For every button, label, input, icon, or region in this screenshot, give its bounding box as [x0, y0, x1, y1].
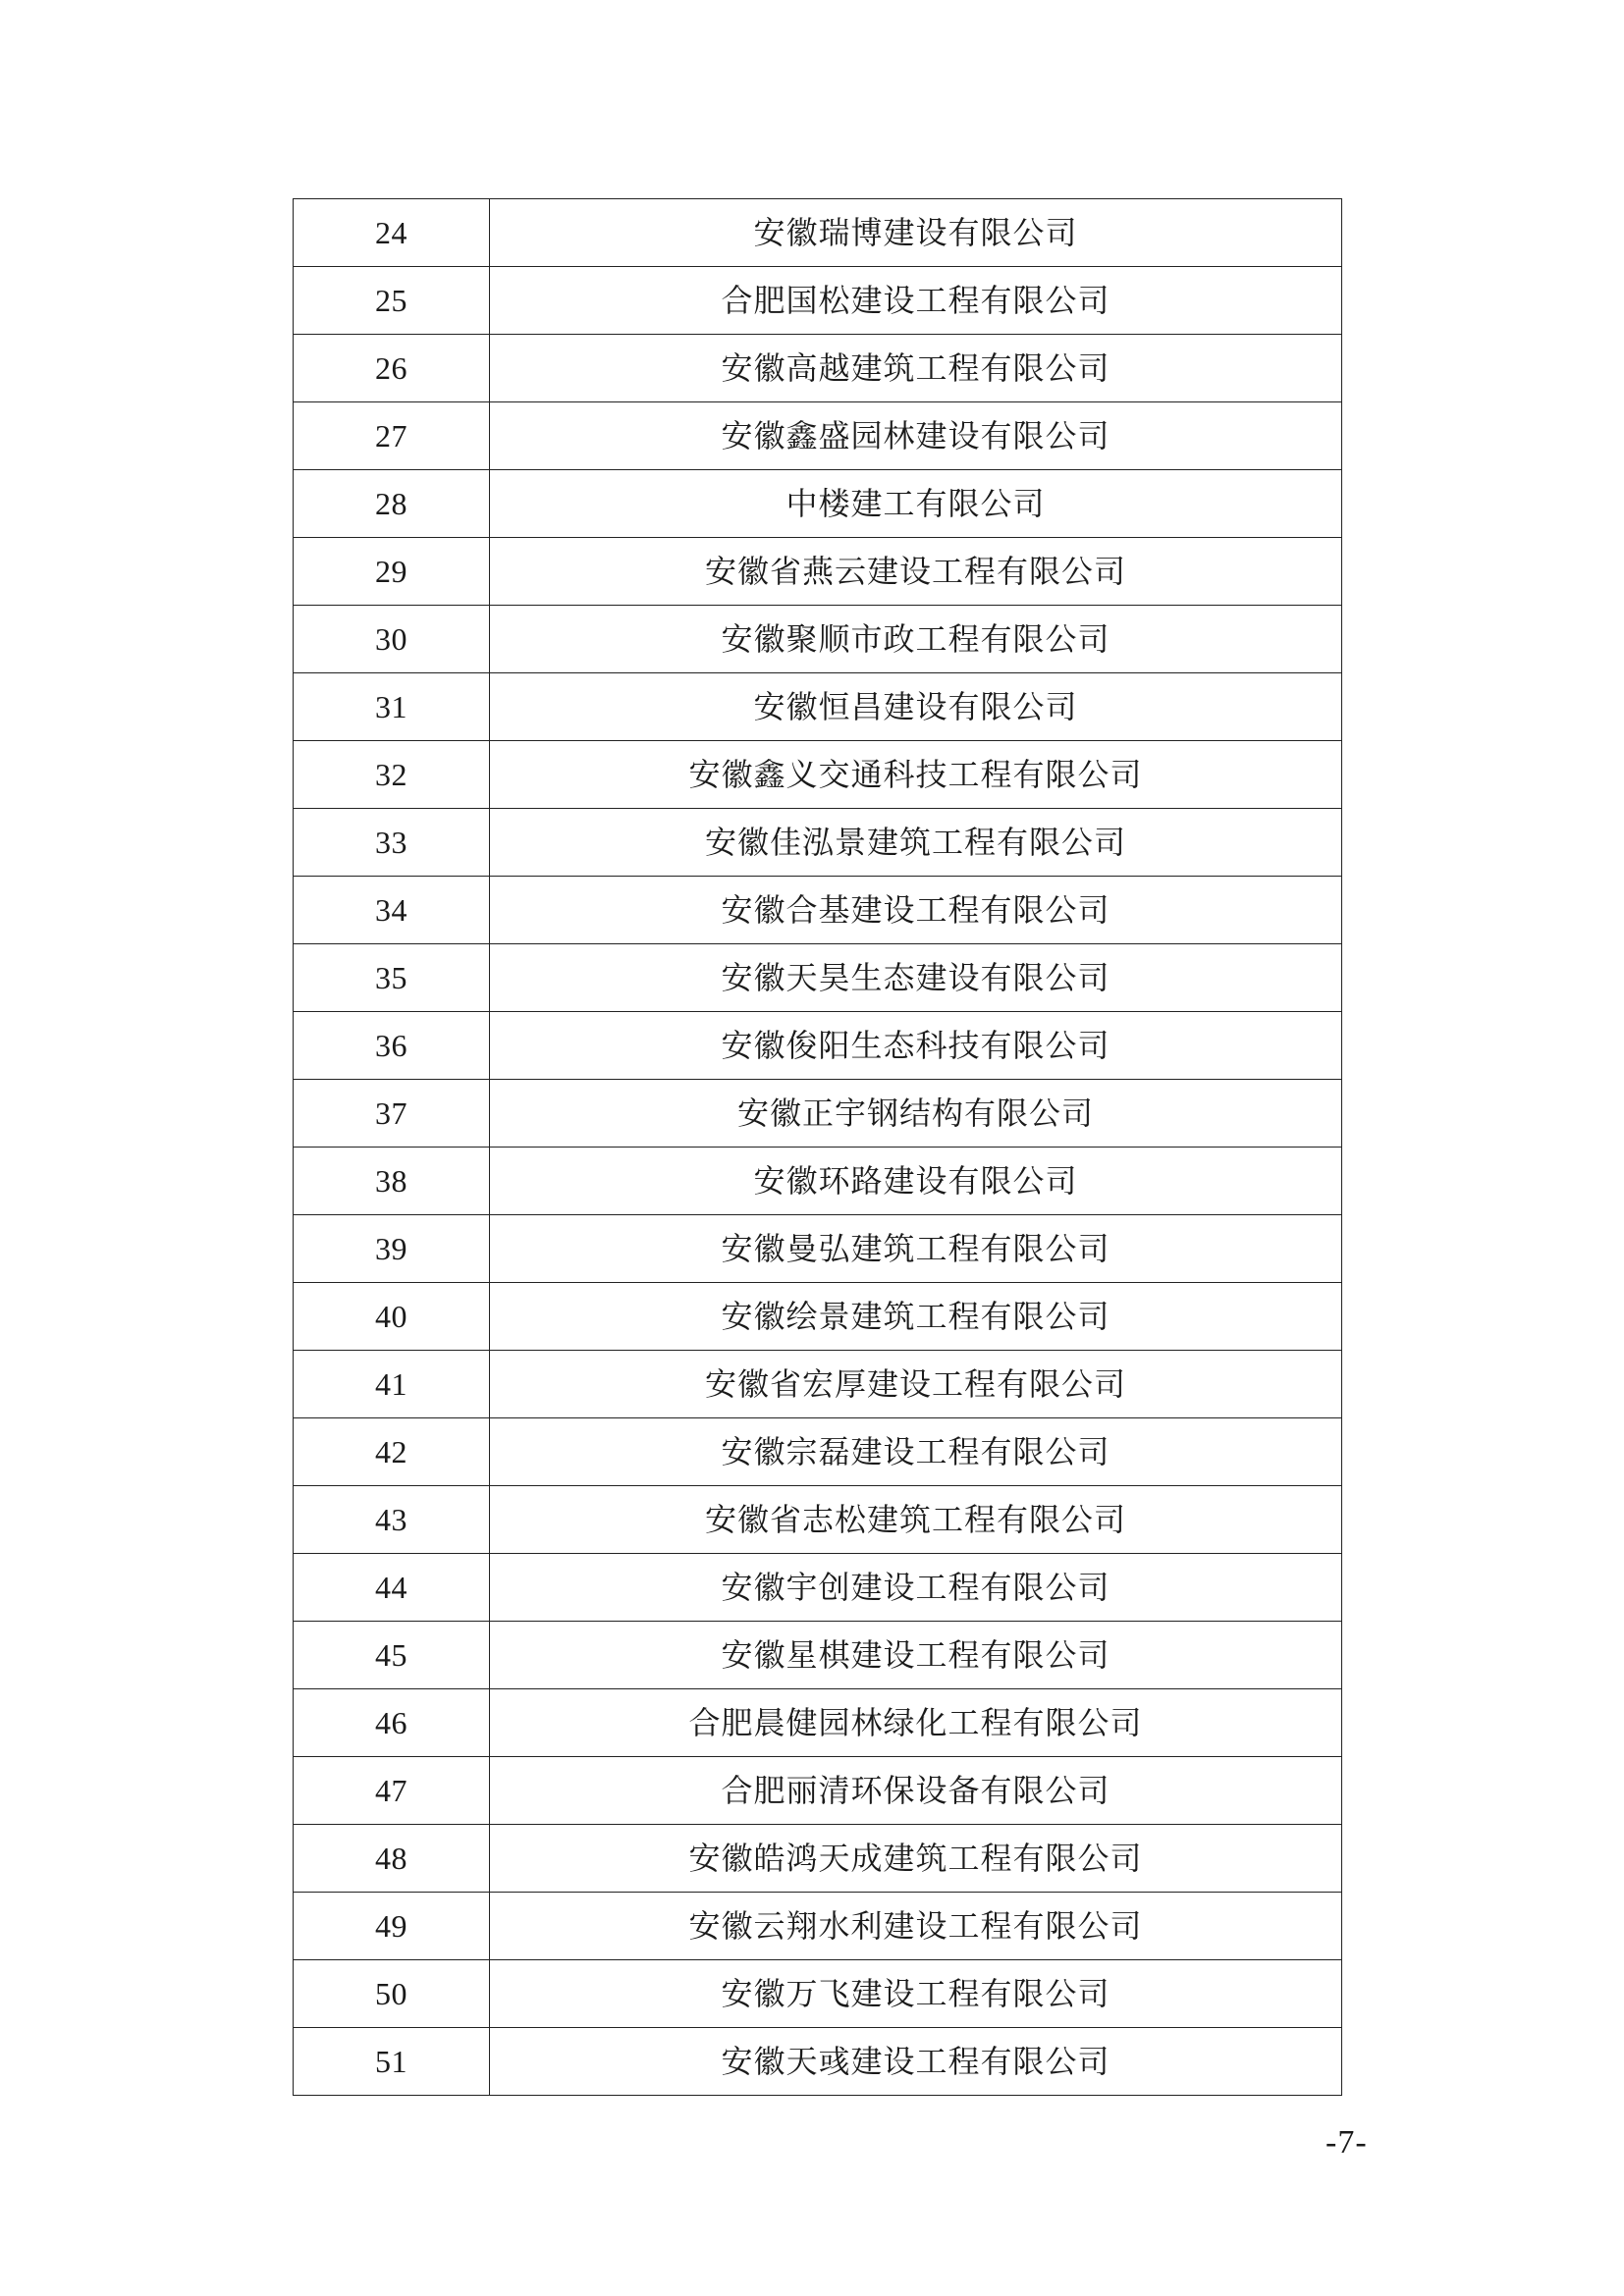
row-number: 39	[294, 1215, 490, 1283]
company-list-table	[293, 198, 1342, 2096]
row-number: 49	[294, 1893, 490, 1960]
company-name: 安徽俊阳生态科技有限公司	[490, 1012, 1342, 1080]
row-number: 36	[294, 1012, 490, 1080]
company-name: 安徽聚顺市政工程有限公司	[490, 606, 1342, 673]
company-name: 安徽宇创建设工程有限公司	[490, 1554, 1342, 1622]
table-row	[294, 199, 1342, 267]
table-row	[294, 470, 1342, 538]
row-number: 38	[294, 1148, 490, 1215]
company-name: 安徽省志松建筑工程有限公司	[490, 1486, 1342, 1554]
table-row	[294, 1080, 1342, 1148]
row-number: 29	[294, 538, 490, 606]
table-row	[294, 267, 1342, 335]
row-number: 28	[294, 470, 490, 538]
table-row	[294, 1960, 1342, 2028]
company-name: 安徽天昊生态建设有限公司	[490, 944, 1342, 1012]
row-number: 33	[294, 809, 490, 877]
table-row	[294, 1554, 1342, 1622]
company-name: 安徽正宇钢结构有限公司	[490, 1080, 1342, 1148]
company-name: 安徽鑫义交通科技工程有限公司	[490, 741, 1342, 809]
company-name: 中楼建工有限公司	[490, 470, 1342, 538]
row-number: 42	[294, 1418, 490, 1486]
row-number: 26	[294, 335, 490, 402]
row-number: 27	[294, 402, 490, 470]
page-number: -7-	[1326, 2124, 1368, 2161]
row-number: 30	[294, 606, 490, 673]
row-number: 44	[294, 1554, 490, 1622]
table-row	[294, 1351, 1342, 1418]
row-number: 50	[294, 1960, 490, 2028]
table-row	[294, 944, 1342, 1012]
table-row	[294, 1283, 1342, 1351]
table-row	[294, 335, 1342, 402]
company-name: 安徽合基建设工程有限公司	[490, 877, 1342, 944]
company-name: 安徽宗磊建设工程有限公司	[490, 1418, 1342, 1486]
row-number: 25	[294, 267, 490, 335]
company-name: 合肥国松建设工程有限公司	[490, 267, 1342, 335]
table-row	[294, 741, 1342, 809]
company-name: 安徽瑞博建设有限公司	[490, 199, 1342, 267]
row-number: 41	[294, 1351, 490, 1418]
table-row	[294, 2028, 1342, 2096]
company-name: 合肥晨健园林绿化工程有限公司	[490, 1689, 1342, 1757]
table-row	[294, 1893, 1342, 1960]
table-row	[294, 1825, 1342, 1893]
row-number: 46	[294, 1689, 490, 1757]
table-row	[294, 1622, 1342, 1689]
company-name: 安徽省宏厚建设工程有限公司	[490, 1351, 1342, 1418]
row-number: 48	[294, 1825, 490, 1893]
company-name: 安徽天彧建设工程有限公司	[490, 2028, 1342, 2096]
row-number: 37	[294, 1080, 490, 1148]
company-name: 安徽星棋建设工程有限公司	[490, 1622, 1342, 1689]
table-row	[294, 1689, 1342, 1757]
table-row	[294, 1757, 1342, 1825]
company-name: 安徽曼弘建筑工程有限公司	[490, 1215, 1342, 1283]
company-name: 安徽云翔水利建设工程有限公司	[490, 1893, 1342, 1960]
row-number: 31	[294, 673, 490, 741]
row-number: 40	[294, 1283, 490, 1351]
table-row	[294, 809, 1342, 877]
company-name: 安徽佳泓景建筑工程有限公司	[490, 809, 1342, 877]
company-name: 安徽环路建设有限公司	[490, 1148, 1342, 1215]
row-number: 47	[294, 1757, 490, 1825]
table-row	[294, 1486, 1342, 1554]
row-number: 51	[294, 2028, 490, 2096]
row-number: 24	[294, 199, 490, 267]
row-number: 45	[294, 1622, 490, 1689]
table-row	[294, 1012, 1342, 1080]
company-name: 安徽恒昌建设有限公司	[490, 673, 1342, 741]
table-row	[294, 402, 1342, 470]
table-row	[294, 1148, 1342, 1215]
company-name: 安徽皓鸿天成建筑工程有限公司	[490, 1825, 1342, 1893]
company-list-body	[294, 199, 1342, 2096]
table-row	[294, 877, 1342, 944]
table-row	[294, 606, 1342, 673]
table-row	[294, 673, 1342, 741]
company-name: 合肥丽清环保设备有限公司	[490, 1757, 1342, 1825]
row-number: 32	[294, 741, 490, 809]
company-name: 安徽高越建筑工程有限公司	[490, 335, 1342, 402]
table-row	[294, 1215, 1342, 1283]
table-row	[294, 1418, 1342, 1486]
row-number: 43	[294, 1486, 490, 1554]
row-number: 34	[294, 877, 490, 944]
company-name: 安徽绘景建筑工程有限公司	[490, 1283, 1342, 1351]
table-row	[294, 538, 1342, 606]
row-number: 35	[294, 944, 490, 1012]
company-name: 安徽万飞建设工程有限公司	[490, 1960, 1342, 2028]
company-name: 安徽鑫盛园林建设有限公司	[490, 402, 1342, 470]
company-name: 安徽省燕云建设工程有限公司	[490, 538, 1342, 606]
